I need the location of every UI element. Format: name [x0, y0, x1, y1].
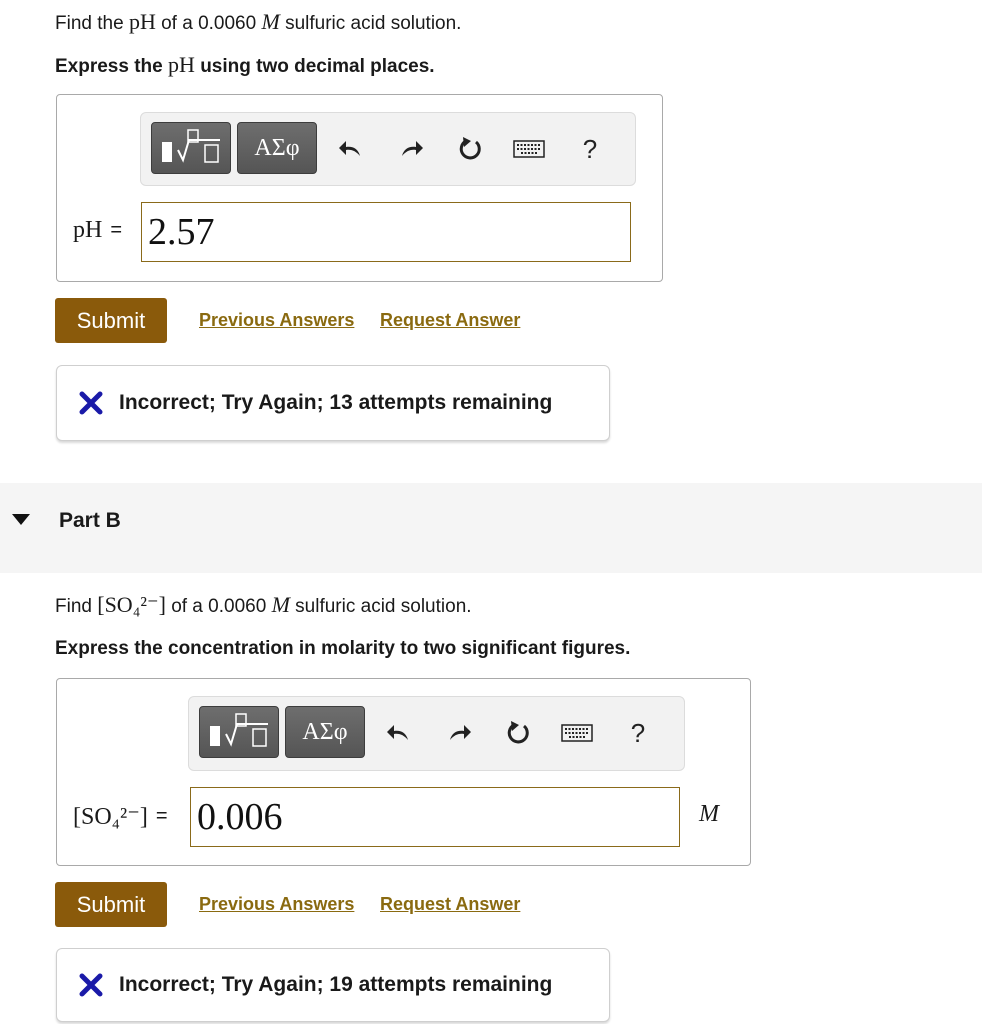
part-b-submit-button[interactable]: Submit — [55, 882, 167, 927]
keyboard-icon[interactable] — [512, 132, 546, 166]
part-a-previous-answers-link[interactable]: Previous Answers — [199, 310, 355, 330]
collapse-triangle-icon[interactable] — [11, 513, 31, 527]
reset-icon[interactable] — [501, 716, 535, 750]
part-a-answer-box — [56, 94, 663, 282]
help-button[interactable]: ? — [582, 133, 598, 164]
undo-icon[interactable] — [381, 716, 415, 750]
part-b-math-toolbar — [188, 696, 685, 771]
keyboard-icon[interactable] — [560, 716, 594, 750]
part-a-answer-label: pH = — [73, 217, 123, 243]
part-a-answer-input[interactable]: 2.57 — [141, 202, 631, 262]
templates-icon — [206, 712, 272, 752]
part-a-submit-button[interactable]: Submit — [55, 298, 167, 343]
templates-icon — [158, 128, 224, 168]
part-b-answer-box — [56, 678, 751, 866]
x-icon — [79, 973, 103, 997]
part-a-request-answer-link[interactable]: Request Answer — [380, 310, 521, 330]
part-a-feedback: Incorrect; Try Again; 13 attempts remaining — [56, 365, 610, 441]
help-button[interactable]: ? — [630, 717, 646, 748]
redo-icon[interactable] — [443, 716, 477, 750]
greek-symbols-button[interactable]: ΑΣφ — [237, 122, 317, 174]
part-b-request-answer-link[interactable]: Request Answer — [380, 894, 521, 914]
reset-icon[interactable] — [453, 132, 487, 166]
part-b-feedback: Incorrect; Try Again; 19 attempts remaining — [56, 948, 610, 1022]
part-b-answer-input[interactable]: 0.006 — [190, 787, 680, 847]
part-b-title: Part B — [59, 509, 121, 532]
part-a-question: Find the pH of a 0.0060 M sulfuric acid solution. — [55, 9, 462, 34]
part-a-instruction: Express the pH using two decimal places. — [55, 52, 435, 77]
part-b-answer-label: [SO₄²⁻] = — [73, 804, 168, 830]
greek-symbols-button[interactable]: ΑΣφ — [285, 706, 365, 758]
part-a-math-toolbar — [140, 112, 636, 186]
templates-button[interactable] — [199, 706, 279, 758]
redo-icon[interactable] — [395, 132, 429, 166]
part-b-question: Find [SO₄²⁻] of a 0.0060 M sulfuric acid solution. — [55, 592, 472, 617]
x-icon — [79, 391, 103, 415]
part-b-answer-unit: M — [699, 801, 719, 827]
part-b-instruction: Express the concentration in molarity to two significant figures. — [55, 638, 631, 659]
undo-icon[interactable] — [333, 132, 367, 166]
part-b-previous-answers-link[interactable]: Previous Answers — [199, 894, 355, 914]
templates-button[interactable] — [151, 122, 231, 174]
part-b-header[interactable] — [0, 483, 982, 573]
